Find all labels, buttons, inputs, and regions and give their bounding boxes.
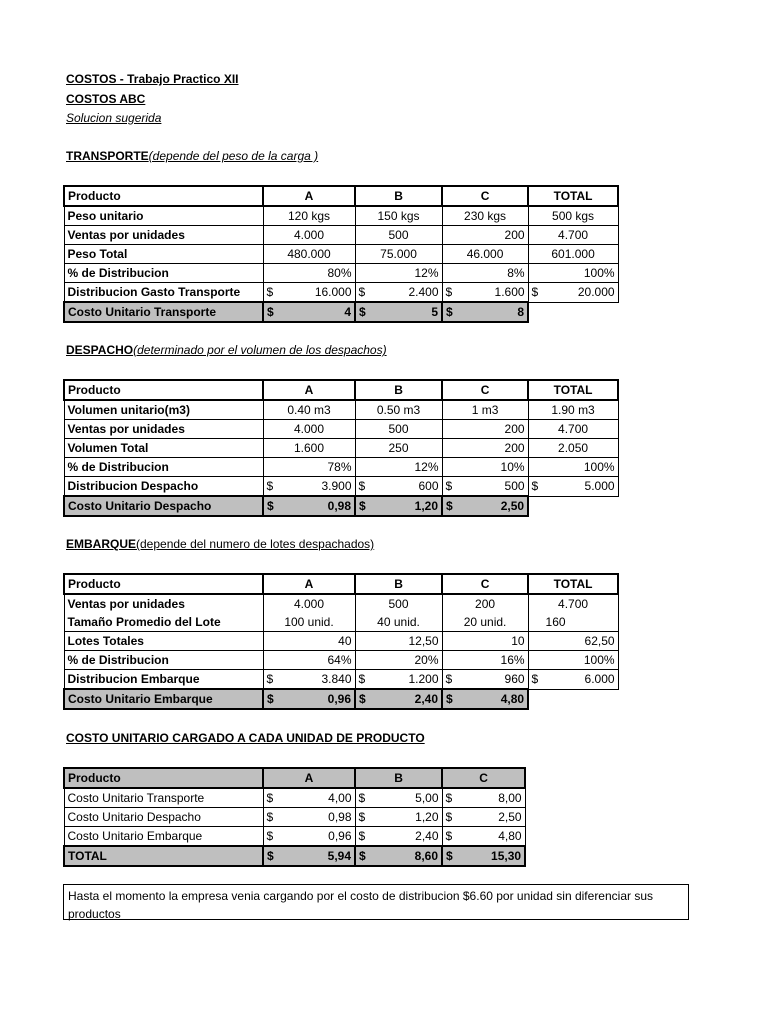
col-header: C [442, 574, 528, 594]
cell: 2.400 [369, 283, 442, 303]
currency-symbol: $ [442, 283, 456, 303]
cell: 4.000 [263, 226, 355, 245]
currency-symbol: $ [263, 846, 277, 866]
col-header: Producto [64, 380, 263, 400]
col-header: A [263, 768, 355, 788]
cell: 600 [369, 477, 442, 497]
col-header: TOTAL [528, 574, 618, 594]
currency-symbol: $ [355, 689, 369, 709]
cell: 0,96 [277, 827, 355, 847]
cell: 6.000 [542, 670, 618, 690]
cell: 200 [442, 439, 528, 458]
col-header: A [263, 380, 355, 400]
cell: 3.900 [277, 477, 355, 497]
col-header: Producto [64, 186, 263, 206]
cell: 46.000 [442, 245, 528, 264]
row-label: Costo Unitario Despacho [64, 496, 263, 516]
cell: 4,00 [277, 788, 355, 808]
col-header: C [442, 186, 528, 206]
cell: 80% [263, 264, 355, 283]
section-heading-despacho [66, 343, 387, 357]
table-header-row [64, 574, 618, 594]
cell: 78% [263, 458, 355, 477]
table-row [64, 439, 618, 458]
col-header: Producto [64, 768, 263, 788]
cell: 2.050 [528, 439, 618, 458]
cell [528, 594, 618, 632]
currency-symbol: $ [442, 788, 456, 808]
currency-symbol: $ [528, 477, 542, 497]
section-heading-resumen: COSTO UNITARIO CARGADO A CADA UNIDAD DE PRODUCTO [66, 731, 425, 745]
table-row [64, 827, 525, 847]
resumen-table [63, 767, 526, 867]
row-label: Peso unitario [64, 206, 263, 226]
cell [263, 594, 355, 632]
row-label-line: Tamaño Promedio del Lote [67, 615, 221, 629]
col-header: TOTAL [528, 380, 618, 400]
section-name: EMBARQUE [66, 537, 137, 551]
cell: 500 [355, 226, 442, 245]
cell: 500 [355, 420, 442, 439]
row-label: Costo Unitario Despacho [64, 808, 263, 827]
cell: 100% [528, 264, 618, 283]
row-label: Ventas por unidades [64, 226, 263, 245]
cell: 75.000 [355, 245, 442, 264]
col-header: B [355, 380, 442, 400]
table-row [64, 651, 618, 670]
cell: 4.700 [528, 420, 618, 439]
cell: 200 [442, 420, 528, 439]
cell: 1.90 m3 [528, 400, 618, 420]
table-row [64, 264, 618, 283]
cell: 1.600 [456, 283, 528, 303]
cell: 5,94 [277, 846, 355, 866]
row-label: Volumen unitario(m3) [64, 400, 263, 420]
cell: 601.000 [528, 245, 618, 264]
note-box: Hasta el momento la empresa venia cargando por el costo de distribucion $6.60 por unidad sin diferenciar sus productos [63, 884, 689, 920]
table-row [64, 477, 618, 497]
currency-symbol: $ [442, 808, 456, 827]
currency-symbol: $ [442, 689, 456, 709]
currency-symbol: $ [263, 283, 277, 303]
row-label: Costo Unitario Transporte [64, 302, 263, 322]
cell-line: 20 unid. [463, 615, 507, 629]
currency-symbol: $ [442, 827, 456, 847]
row-label: Distribucion Embarque [64, 670, 263, 690]
section-desc: (depende del numero de lotes despachados) [136, 537, 375, 551]
row-label: Distribucion Despacho [64, 477, 263, 497]
cell-line: 200 [475, 597, 496, 611]
currency-symbol: $ [263, 689, 277, 709]
table-row [64, 788, 525, 808]
cell: 960 [456, 670, 528, 690]
row-label: Volumen Total [64, 439, 263, 458]
cell: 16.000 [277, 283, 355, 303]
cell: 16% [442, 651, 528, 670]
cell: 8 [456, 302, 528, 322]
currency-symbol: $ [355, 670, 369, 690]
cell: 4 [277, 302, 355, 322]
col-header: B [355, 574, 442, 594]
transporte-table [63, 185, 619, 323]
currency-symbol: $ [355, 283, 369, 303]
cell-line: 160 [545, 615, 566, 629]
row-label: % de Distribucion [64, 651, 263, 670]
cell: 500 [456, 477, 528, 497]
table-row-total [64, 846, 525, 866]
col-header: A [263, 186, 355, 206]
currency-symbol: $ [528, 283, 542, 303]
table-row-highlight [64, 689, 618, 709]
embarque-table [63, 573, 619, 710]
currency-symbol: $ [528, 670, 542, 690]
currency-symbol: $ [442, 477, 456, 497]
cell: 250 [355, 439, 442, 458]
cell: 480.000 [263, 245, 355, 264]
table-header-row [64, 380, 618, 400]
table-row-highlight [64, 302, 618, 322]
table-row [64, 808, 525, 827]
row-label: % de Distribucion [64, 458, 263, 477]
cell: 2,40 [369, 689, 442, 709]
cell: 100% [528, 651, 618, 670]
table-header-row [64, 768, 525, 788]
empty-cell [528, 302, 618, 322]
table-row [64, 420, 618, 439]
cell: 10 [442, 632, 528, 651]
row-label: Lotes Totales [64, 632, 263, 651]
table-row [64, 400, 618, 420]
table-row [64, 594, 618, 632]
cell-line: 4.000 [293, 597, 325, 611]
currency-symbol: $ [442, 846, 456, 866]
cell: 12% [355, 458, 442, 477]
cell: 2,40 [369, 827, 442, 847]
currency-symbol: $ [442, 496, 456, 516]
col-header: Producto [64, 574, 263, 594]
cell: 120 kgs [263, 206, 355, 226]
doc-subtitle: COSTOS ABC [66, 92, 146, 106]
cell: 8,60 [369, 846, 442, 866]
row-label: % de Distribucion [64, 264, 263, 283]
row-label [64, 594, 263, 632]
table-row [64, 283, 618, 303]
cell [442, 594, 528, 632]
cell: 2,50 [456, 496, 528, 516]
row-label: Costo Unitario Embarque [64, 689, 263, 709]
cell: 0,96 [277, 689, 355, 709]
currency-symbol: $ [355, 846, 369, 866]
col-header: B [355, 768, 442, 788]
currency-symbol: $ [355, 827, 369, 847]
table-row [64, 458, 618, 477]
despacho-table [63, 379, 619, 517]
cell [355, 594, 442, 632]
cell: 3.840 [277, 670, 355, 690]
cell: 40 [263, 632, 355, 651]
cell: 1 m3 [442, 400, 528, 420]
cell: 20% [355, 651, 442, 670]
solution-label: Solucion sugerida [66, 111, 162, 125]
col-header: C [442, 768, 525, 788]
section-desc: (depende del peso de la carga ) [148, 149, 319, 163]
empty-cell [528, 496, 618, 516]
cell: 150 kgs [355, 206, 442, 226]
cell: 5 [369, 302, 442, 322]
cell: 5.000 [542, 477, 618, 497]
cell: 5,00 [369, 788, 442, 808]
currency-symbol: $ [263, 827, 277, 847]
cell: 20.000 [542, 283, 618, 303]
cell: 4.700 [528, 226, 618, 245]
cell: 8,00 [456, 788, 525, 808]
table-row-highlight [64, 496, 618, 516]
section-heading-embarque [66, 537, 374, 551]
currency-symbol: $ [263, 302, 277, 322]
cell: 100% [528, 458, 618, 477]
empty-cell [528, 689, 618, 709]
cell-line: 500 [388, 597, 409, 611]
row-label: Distribucion Gasto Transporte [64, 283, 263, 303]
cell: 12,50 [355, 632, 442, 651]
col-header: B [355, 186, 442, 206]
cell: 0,98 [277, 496, 355, 516]
cell: 4.000 [263, 420, 355, 439]
currency-symbol: $ [263, 788, 277, 808]
col-header: C [442, 380, 528, 400]
cell: 1,20 [369, 496, 442, 516]
cell: 1.600 [263, 439, 355, 458]
table-row [64, 206, 618, 226]
col-header: TOTAL [528, 186, 618, 206]
currency-symbol: $ [355, 496, 369, 516]
section-desc: (determinado por el volumen de los despachos) [133, 343, 387, 357]
currency-symbol: $ [263, 808, 277, 827]
cell: 2,50 [456, 808, 525, 827]
cell: 62,50 [528, 632, 618, 651]
cell: 1,20 [369, 808, 442, 827]
row-label: Peso Total [64, 245, 263, 264]
cell: 64% [263, 651, 355, 670]
cell: 12% [355, 264, 442, 283]
currency-symbol: $ [442, 670, 456, 690]
currency-symbol: $ [355, 788, 369, 808]
table-header-row [64, 186, 618, 206]
cell: 200 [442, 226, 528, 245]
section-name: DESPACHO [66, 343, 134, 357]
table-row [64, 632, 618, 651]
cell: 4,80 [456, 827, 525, 847]
cell: 0,98 [277, 808, 355, 827]
doc-title: COSTOS - Trabajo Practico XII [66, 72, 239, 86]
cell: 0.40 m3 [263, 400, 355, 420]
currency-symbol: $ [355, 808, 369, 827]
table-row [64, 226, 618, 245]
cell: 0.50 m3 [355, 400, 442, 420]
cell: 15,30 [456, 846, 525, 866]
currency-symbol: $ [263, 670, 277, 690]
section-name: TRANSPORTE [66, 149, 149, 163]
row-label: Costo Unitario Embarque [64, 827, 263, 847]
cell: 10% [442, 458, 528, 477]
cell: 500 kgs [528, 206, 618, 226]
row-label: Costo Unitario Transporte [64, 788, 263, 808]
cell-line: 40 unid. [377, 615, 420, 629]
table-row [64, 245, 618, 264]
table-row [64, 670, 618, 690]
cell-line: 100 unid. [284, 615, 334, 629]
row-label-line: Ventas por unidades [67, 597, 185, 611]
cell: 8% [442, 264, 528, 283]
currency-symbol: $ [263, 477, 277, 497]
currency-symbol: $ [355, 477, 369, 497]
row-label: TOTAL [64, 846, 263, 866]
cell: 1.200 [369, 670, 442, 690]
section-heading-transporte [66, 149, 318, 163]
currency-symbol: $ [442, 302, 456, 322]
currency-symbol: $ [263, 496, 277, 516]
cell: 230 kgs [442, 206, 528, 226]
cell: 4,80 [456, 689, 528, 709]
row-label: Ventas por unidades [64, 420, 263, 439]
cell-line: 4.700 [558, 597, 589, 611]
col-header: A [263, 574, 355, 594]
currency-symbol: $ [355, 302, 369, 322]
